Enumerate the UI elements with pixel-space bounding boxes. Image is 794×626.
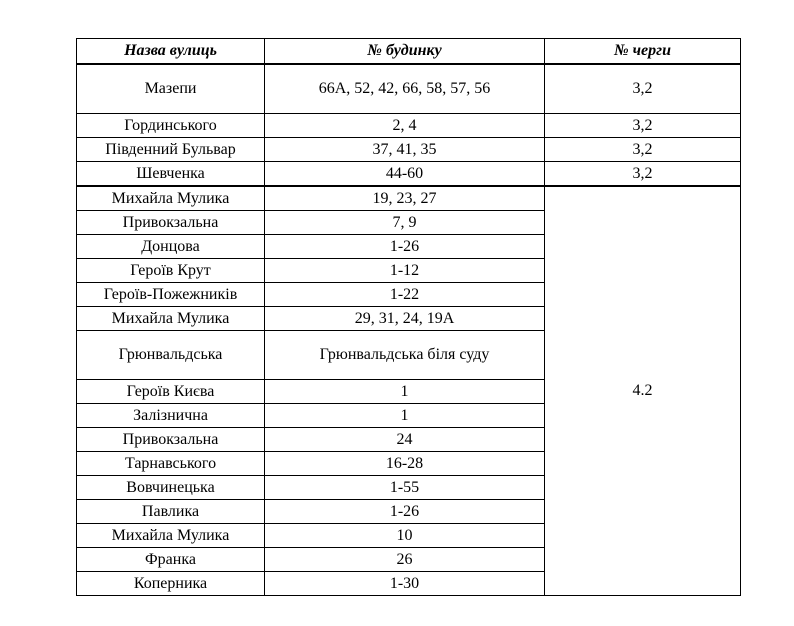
cell-houses: 1-22 [265,283,545,307]
cell-houses: 2, 4 [265,114,545,138]
cell-queue: 3,2 [545,138,741,162]
cell-houses: 7, 9 [265,211,545,235]
cell-street: Тарнавського [77,452,265,476]
cell-queue: 3,2 [545,162,741,187]
cell-houses: 1-55 [265,476,545,500]
cell-street: Залізнична [77,404,265,428]
cell-street: Вовчинецька [77,476,265,500]
cell-houses: 19, 23, 27 [265,186,545,211]
cell-street: Павлика [77,500,265,524]
cell-houses: Грюнвальдська біля суду [265,331,545,380]
cell-houses: 1-26 [265,235,545,259]
cell-houses: 44-60 [265,162,545,187]
cell-houses: 29, 31, 24, 19А [265,307,545,331]
table-row [77,162,741,187]
cell-street: Михайла Мулика [77,186,265,211]
table-header-row [77,39,741,65]
table-row [77,138,741,162]
cell-street: Привокзальна [77,211,265,235]
cell-houses: 24 [265,428,545,452]
cell-houses: 26 [265,548,545,572]
cell-street: Франка [77,548,265,572]
table-row [77,186,741,211]
header-queue-number: № черги [545,39,741,65]
cell-houses: 1-12 [265,259,545,283]
table-row [77,114,741,138]
cell-houses: 1-30 [265,572,545,596]
cell-queue: 3,2 [545,114,741,138]
outage-schedule-table [76,38,741,596]
header-street: Назва вулиць [77,39,265,65]
cell-houses: 66А, 52, 42, 66, 58, 57, 56 [265,64,545,114]
cell-street: Героїв Крут [77,259,265,283]
cell-street: Михайла Мулика [77,524,265,548]
cell-houses: 1 [265,404,545,428]
cell-queue-merged: 4.2 [545,186,741,596]
cell-houses: 37, 41, 35 [265,138,545,162]
cell-street: Героїв Києва [77,380,265,404]
cell-street: Гординського [77,114,265,138]
cell-street: Михайла Мулика [77,307,265,331]
cell-houses: 1 [265,380,545,404]
cell-street: Південний Бульвар [77,138,265,162]
cell-houses: 16-28 [265,452,545,476]
cell-houses: 10 [265,524,545,548]
cell-street: Привокзальна [77,428,265,452]
cell-street: Донцова [77,235,265,259]
cell-street: Шевченка [77,162,265,187]
table-row [77,64,741,114]
cell-street: Грюнвальдська [77,331,265,380]
cell-queue: 3,2 [545,64,741,114]
header-house-number: № будинку [265,39,545,65]
cell-street: Коперника [77,572,265,596]
cell-street: Героїв-Пожежників [77,283,265,307]
cell-houses: 1-26 [265,500,545,524]
cell-street: Мазепи [77,64,265,114]
